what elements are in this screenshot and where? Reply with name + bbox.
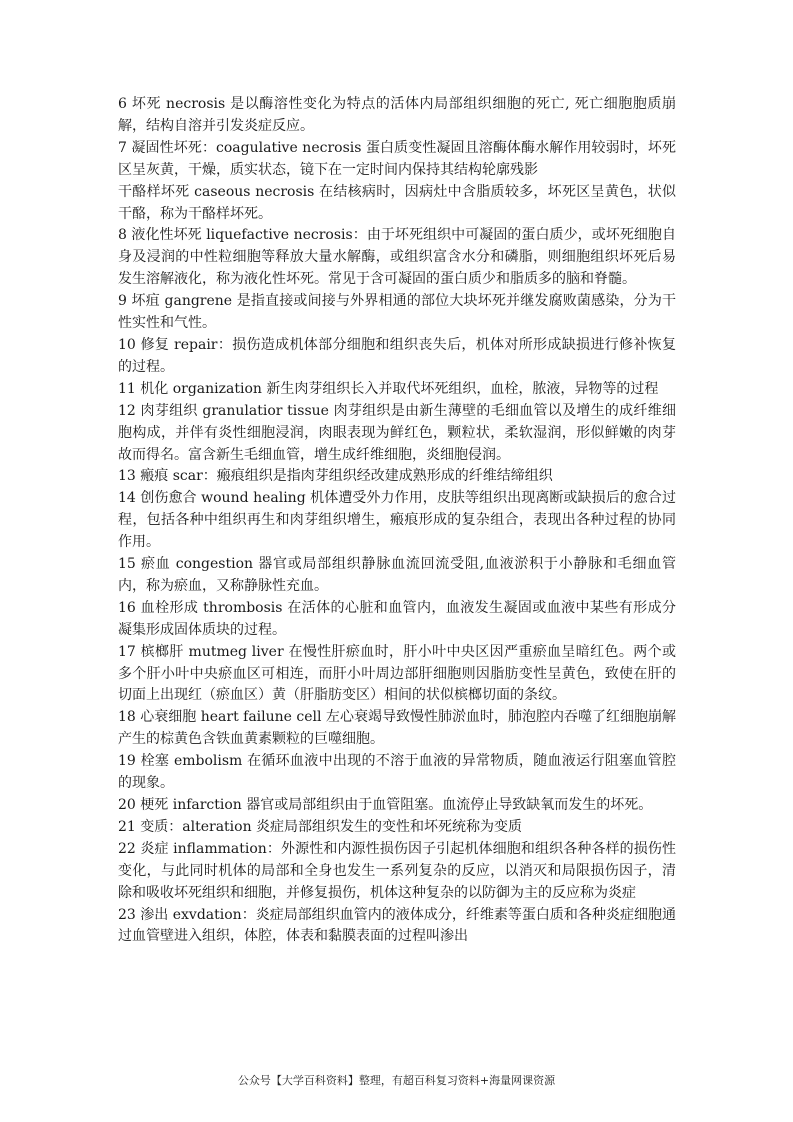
entry-embolism: 19 栓塞 embolism 在循环血液中出现的不溶于血液的异常物质，随血液运行阻塞血管腔的现象。: [118, 753, 676, 792]
entry-inflammation: 22 炎症 inflammation：外源性和内源性损伤因子引起机体细胞和组织各种各样的损伤性变化，与此同时机体的局部和全身也发生一系列复杂的反应，以消灭和局限损伤因子，清除和吸收坏死组织和细胞，并修复损伤，机体这种复杂的以防御为主的反应称为炎症: [118, 840, 676, 901]
entry-necrosis: 6 坏死 necrosis 是以酶溶性变化为特点的活体内局部组织细胞的死亡, 死亡细胞胞质崩解，结构自溶并引发炎症反应。: [118, 96, 676, 134]
document-body: [118, 94, 676, 948]
entry-alteration: 21 变质：alteration 炎症局部组织发生的变性和坏死统称为变质: [118, 818, 523, 835]
entry-repair: 10 修复 repair：损伤造成机体部分细胞和组织丧失后，机体对所形成缺损进行修补恢复的过程。: [118, 336, 676, 375]
entry-heart-failure-cell: 18 心衰细胞 heart failune cell 左心衰竭导致慢性肺淤血时，肺泡腔内吞噬了红细胞崩解产生的棕黄色含铁血黄素颗粒的巨噬细胞。: [118, 709, 676, 748]
page-footer: 公众号【大学百科资料】整理，有超百科复习资料+海量网课资源: [237, 1074, 556, 1087]
entry-congestion: 15 瘀血 congestion 器官或局部组织静脉血流回流受阻,血液淤积于小静脉和毛细血管内，称为瘀血，又称静脉性充血。: [118, 556, 676, 594]
entry-coagulative-necrosis: 7 凝固性坏死：coagulative necrosis 蛋白质变性凝固且溶酶体酶水解作用较弱时，坏死区呈灰黄，干燥，质实状态，镜下在一定时间内保持其结构轮廓残影: [118, 139, 676, 178]
entry-liquefactive-necrosis: 8 液化性坏死 liquefactive necrosis：由于坏死组织中可凝固的蛋白质少，或坏死细胞自身及浸润的中性粒细胞等释放大量水解酶，或组织富含水分和磷脂，则细胞组织坏死后易发生溶解液化，称为液化性坏死。常见于含可凝固的蛋白质少和脂质多的脑和脊髓。: [118, 227, 676, 288]
entry-caseous-necrosis: 干酪样坏死 caseous necrosis 在结核病时，因病灶中含脂质较多，坏死区呈黄色，状似干酪，称为干酪样坏死。: [118, 183, 676, 222]
entry-thrombosis: 16 血栓形成 thrombosis 在活体的心脏和血管内，血液发生凝固或血液中某些有形成分凝集形成固体质块的过程。: [118, 599, 676, 638]
entry-exudation: 23 渗出 exvdation：炎症局部组织血管内的液体成分，纤维素等蛋白质和各种炎症细胞通过血管壁进入组织，体腔，体表和黏膜表面的过程叫渗出: [118, 906, 676, 945]
entry-granulation-tissue: 12 肉芽组织 granulatior tissue 肉芽组织是由新生薄壁的毛细血管以及增生的成纤维细胞构成，并伴有炎性细胞浸润，肉眼表现为鲜红色，颗粒状，柔软湿润，形似鲜嫩的肉芽故而得名。富含新生毛细血管，增生成纤维细胞，炎细胞侵润。: [118, 402, 676, 463]
entry-wound-healing: 14 创伤愈合 wound healing 机体遭受外力作用，皮肤等组织出现离断或缺损后的愈合过程，包括各种中组织再生和肉芽组织增生，瘢痕形成的复杂组合，表现出各种过程的协同作用。: [118, 490, 676, 551]
entry-organization: 11 机化 organization 新生肉芽组织长入并取代坏死组织，血栓，脓液，异物等的过程: [118, 380, 659, 397]
entry-scar: 13 瘢痕 scar：瘢痕组织是指肉芽组织经改建成熟形成的纤维结缔组织: [118, 468, 553, 485]
entry-nutmeg-liver: 17 槟榔肝 mutmeg liver 在慢性肝瘀血时，肝小叶中央区因严重瘀血呈暗红色。两个或多个肝小叶中央瘀血区可相连，而肝小叶周边部肝细胞则因脂肪变性呈黄色，致使在肝的切面上出现红（瘀血区）黄（肝脂肪变区）相间的状似槟榔切面的条纹。: [118, 643, 676, 704]
entry-infarction: 20 梗死 infarction 器官或局部组织由于血管阻塞。血流停止导致缺氧而发生的坏死。: [118, 797, 653, 813]
entry-gangrene: 9 坏疽 gangrene 是指直接或间接与外界相通的部位大块坏死并继发腐败菌感染，分为干性实性和气性。: [118, 293, 676, 332]
